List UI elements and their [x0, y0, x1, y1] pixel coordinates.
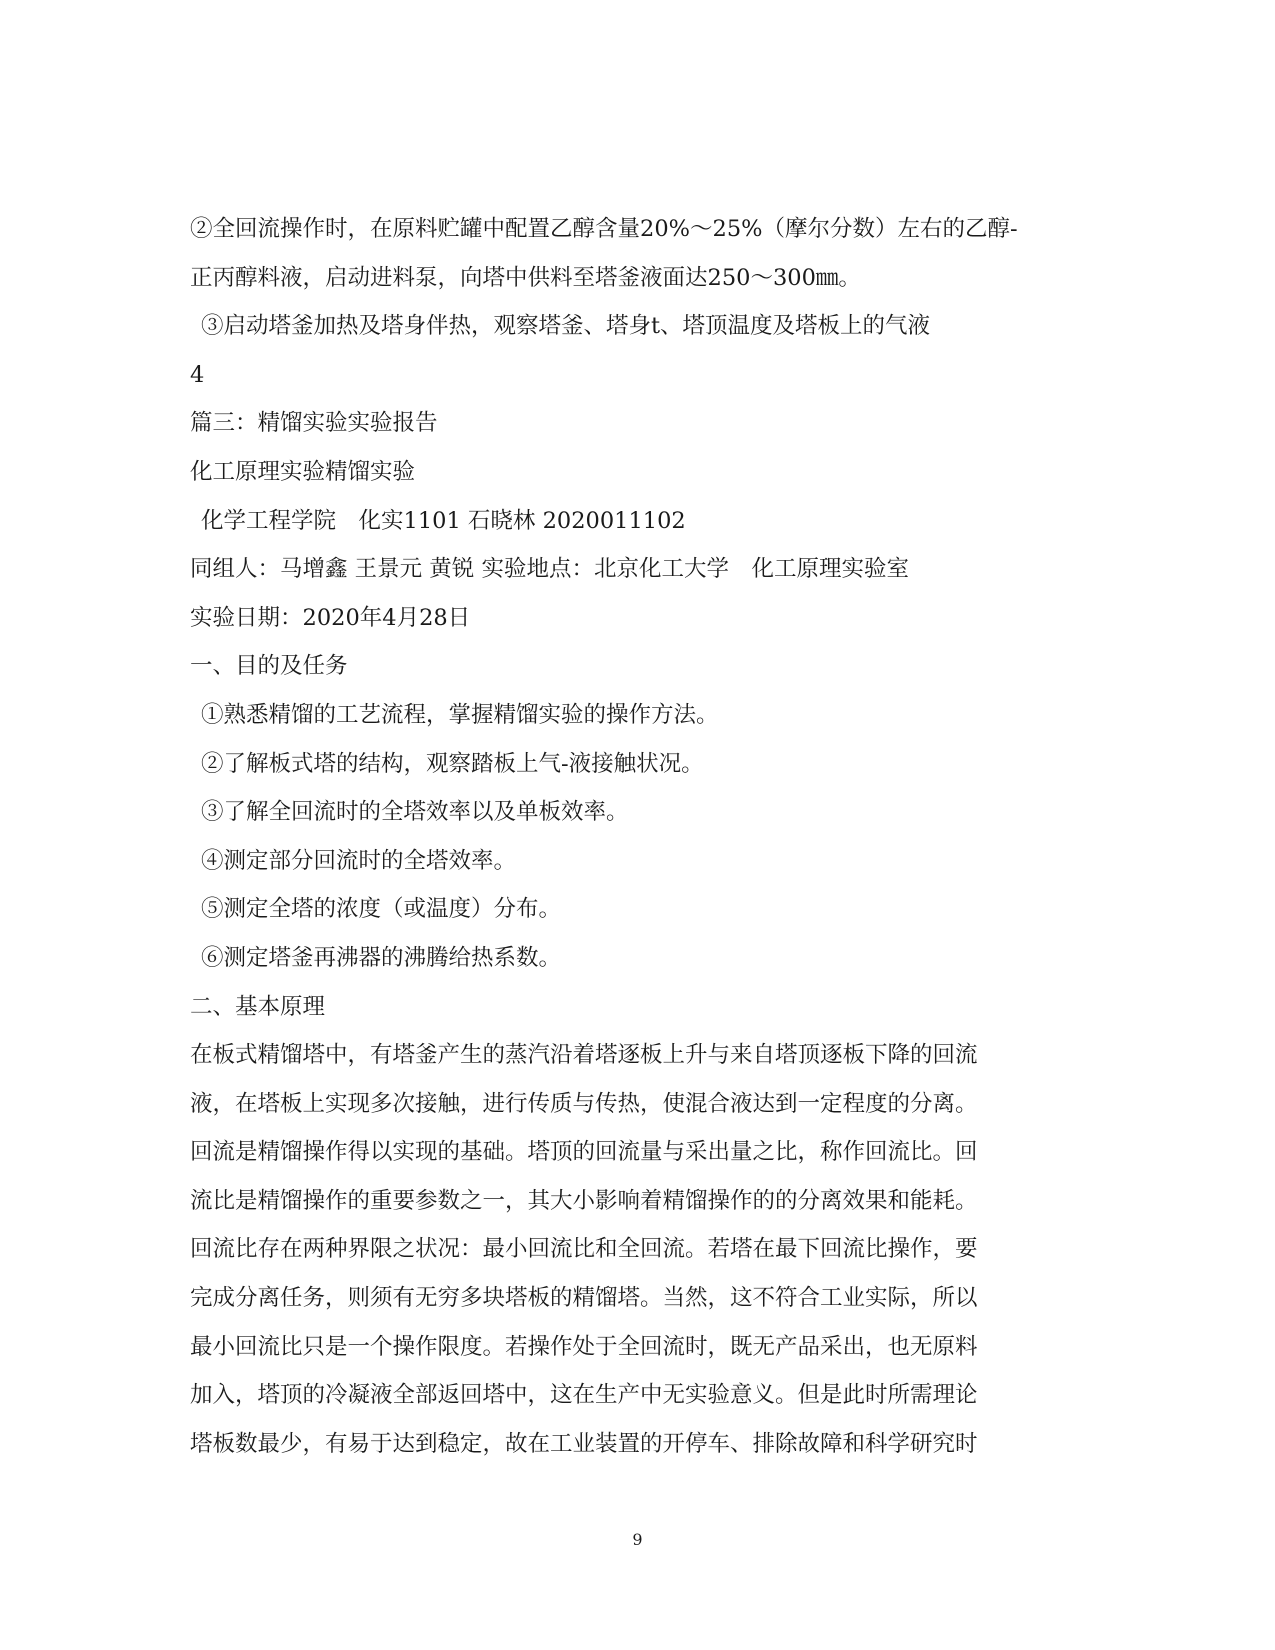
- text-line: ②全回流操作时，在原料贮罐中配置乙醇含量20%～25%（摩尔分数）左右的乙醇-: [190, 216, 1018, 242]
- author-info: 化学工程学院 化实1101 石晓林 2020011102: [201, 507, 686, 534]
- list-item: ③了解全回流时的全塔效率以及单板效率。: [201, 799, 629, 826]
- paragraph-line: 在板式精馏塔中，有塔釜产生的蒸汽沿着塔逐板上升与来自塔顶逐板下降的回流: [190, 1042, 978, 1069]
- paragraph-line: 完成分离任务，则须有无穷多块塔板的精馏塔。当然，这不符合工业实际，所以: [190, 1285, 978, 1312]
- section-heading: 一、目的及任务: [190, 653, 348, 680]
- paragraph-line: 最小回流比只是一个操作限度。若操作处于全回流时，既无产品采出，也无原料: [190, 1333, 978, 1360]
- section-heading: 篇三：精馏实验实验报告: [190, 410, 438, 437]
- report-title: 化工原理实验精馏实验: [190, 458, 416, 485]
- text-line: ③启动塔釜加热及塔身伴热，观察塔釜、塔身t、塔顶温度及塔板上的气液: [201, 313, 931, 340]
- paragraph-line: 液，在塔板上实现多次接触，进行传质与传热，使混合液达到一定程度的分离。: [190, 1090, 978, 1117]
- paragraph-line: 流比是精馏操作的重要参数之一，其大小影响着精馏操作的的分离效果和能耗。: [190, 1187, 978, 1214]
- text-line: 4: [190, 361, 205, 388]
- text-line: 正丙醇料液，启动进料泵，向塔中供料至塔釜液面达250～300㎜。: [190, 264, 861, 291]
- experiment-date: 实验日期：2020年4月28日: [190, 604, 471, 631]
- section-heading: 二、基本原理: [190, 993, 326, 1020]
- list-item: ⑥测定塔釜再沸器的沸腾给热系数。: [201, 944, 562, 971]
- group-members: 同组人：马增鑫 王景元 黄锐 实验地点：北京化工大学 化工原理实验室: [190, 556, 909, 583]
- list-item: ⑤测定全塔的浓度（或温度）分布。: [201, 896, 562, 923]
- paragraph-line: 塔板数最少，有易于达到稳定，故在工业装置的开停车、排除故障和科学研究时: [190, 1430, 978, 1457]
- list-item: ④测定部分回流时的全塔效率。: [201, 847, 517, 874]
- page-number: 9: [632, 1530, 643, 1549]
- document-body: [190, 205, 1080, 1468]
- paragraph-line: 回流是精馏操作得以实现的基础。塔顶的回流量与采出量之比，称作回流比。回: [190, 1139, 978, 1166]
- paragraph-line: 回流比存在两种界限之状况：最小回流比和全回流。若塔在最下回流比操作，要: [190, 1236, 978, 1263]
- list-item: ②了解板式塔的结构，观察踏板上气-液接触状况。: [201, 750, 704, 777]
- list-item: ①熟悉精馏的工艺流程，掌握精馏实验的操作方法。: [201, 701, 719, 728]
- paragraph-line: 加入，塔顶的冷凝液全部返回塔中，这在生产中无实验意义。但是此时所需理论: [190, 1382, 978, 1409]
